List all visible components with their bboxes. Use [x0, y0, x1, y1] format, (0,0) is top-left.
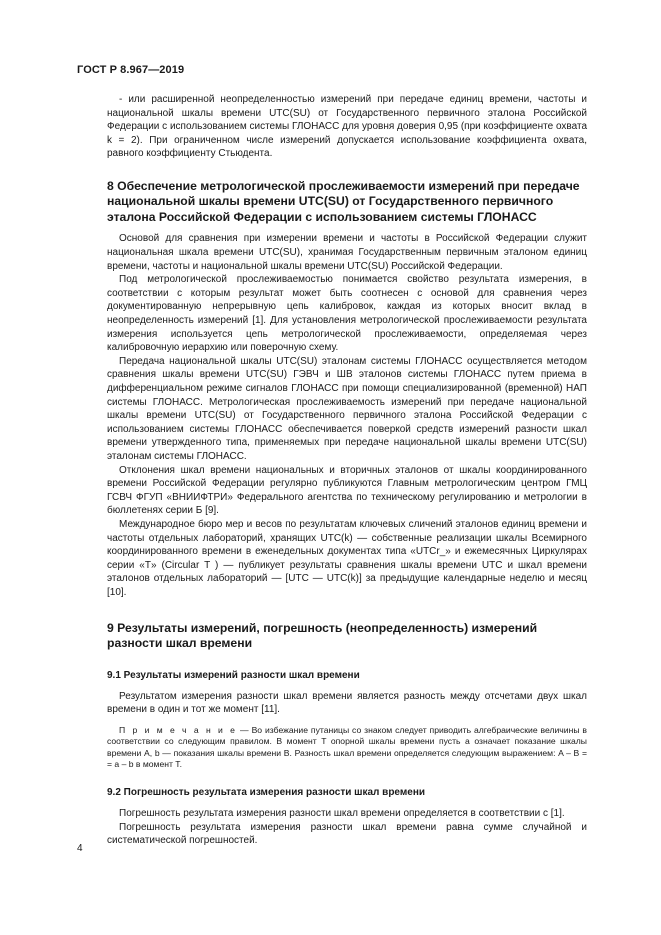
document-header: ГОСТ Р 8.967—2019 — [77, 64, 185, 76]
page-number: 4 — [77, 843, 83, 854]
section-8-paragraph: Передача национальной шкалы UTC(SU) эталонам системы ГЛОНАСС осуществляется методом сравнения шкалы времени UTC(SU) ГЭВЧ и ШВ эталонов системы ГЛОНАСС путем приема в дифференциальном режиме сигналов ГЛОНАСС при помощи специализированной (временной) НАП системы ГЛОНАСС. Метрологическая прослеживаемость измерений при передаче национальной шкалы времени UTC(SU) от Государственного первичного эталона Российской Федерации с использованием системы ГЛОНАСС обеспечивается поверкой средств измерений разности шкал времени утвержденного типа, применяемых при передаче национальной шкалы времени UTC(SU) эталонам системы ГЛОНАСС. — [107, 355, 587, 462]
section-9-title: 9 Результаты измерений, погрешность (неопределенность) измерений разности шкал времени — [107, 620, 538, 650]
intro-paragraph: - или расширенной неопределенностью измерений при передаче единиц времени, частоты и национальной шкалы времени UTC(SU) от Государственного первичного эталона Российской Федерации с использованием системы ГЛОНАСС для уровня доверия 0,95 (при коэффициенте охвата k = 2). При ограниченном числе измерений допускается использование коэффициента охвата, равного коэффициенту Стьюдента. — [107, 94, 587, 160]
note — [107, 725, 587, 771]
note-label: П р и м е ч а н и е — [119, 724, 238, 735]
subsection-9-2-paragraph: Погрешность результата измерения разности шкал времени равна сумме случайной и систематической погрешностей. — [107, 821, 587, 847]
section-8-title: 8 Обеспечение метрологической прослеживаемости измерений при передаче национальной шкалы времени UTC(SU) от Государственного первичного эталона Российской Федерации с использованием системы ГЛОНАСС — [107, 178, 580, 224]
section-8-paragraph: Отклонения шкал времени национальных и вторичных эталонов от шкалы координированного времени Российской Федерации регулярно публикуются Главным метрологическим центром ГМЦ ГСВЧ ФГУП «ВНИИФТРИ» Федерального агентства по техническому регулированию и метрологии в бюллетенях серии Б [9]. — [107, 464, 587, 517]
page-content — [107, 93, 587, 848]
section-8-body — [107, 232, 587, 599]
section-8-paragraph: Международное бюро мер и весов по результатам ключевых сличений эталонов единиц времени и частоты отдельных лабораторий, хранящих UTC(k) — собственные реализации шкалы Всемирного координированного времени в еженедельных документах типа «UTCr_» и ежемесячных Циркулярах серии «T» (Circular T ) — публикует результаты сравнения шкалы времени UTC и шкал времени эталонов отдельных лабораторий — [UTC — UTC(k)] за предыдущие календарные неделю и месяц [10]. — [107, 518, 587, 598]
section-8-paragraph: Под метрологической прослеживаемостью понимается свойство результата измерения, в соответствии с которым результат может быть соотнесен с основой для сравнения через документированную непрерывную цепь калибровок, каждая из которых вносит вклад в неопределенность измерений [1]. Для установления метрологической прослеживаемости результата измерения используется цепь метрологической прослеживаемости, определяемая через калибровочную иерархию или поверочную схему. — [107, 274, 587, 354]
subsection-9-1-title: 9.1 Результаты измерений разности шкал времени — [107, 669, 360, 681]
note-text: — Во избежание путаницы со знаком следует приводить алгебраические величины в соответствии со следующим правилом. В момент T опорной шкалы времени пусть a означает показание шкалы времени A, b — показания шкалы времени B. Разность шкал времени определяется следующим выражением: A – B = = a – b в момент T. — [107, 724, 587, 770]
subsection-9-2-paragraph: Погрешность результата измерения разности шкал времени определяется в соответствии с [1]. — [119, 808, 565, 820]
section-8-paragraph: Основой для сравнения при измерении времени и частоты в Российской Федерации служит национальная шкала времени UTC(SU), хранимая Государственным первичным эталоном единиц времени, частоты и национальной шкалы времени UTC(SU) Российской Федерации. — [107, 233, 587, 272]
subsection-9-1-paragraph: Результатом измерения разности шкал времени является разность между отсчетами двух шкал времени в один и тот же момент [11]. — [107, 690, 587, 716]
subsection-9-2-body — [107, 807, 587, 848]
subsection-9-2-title: 9.2 Погрешность результата измерения разности шкал времени — [107, 787, 426, 799]
